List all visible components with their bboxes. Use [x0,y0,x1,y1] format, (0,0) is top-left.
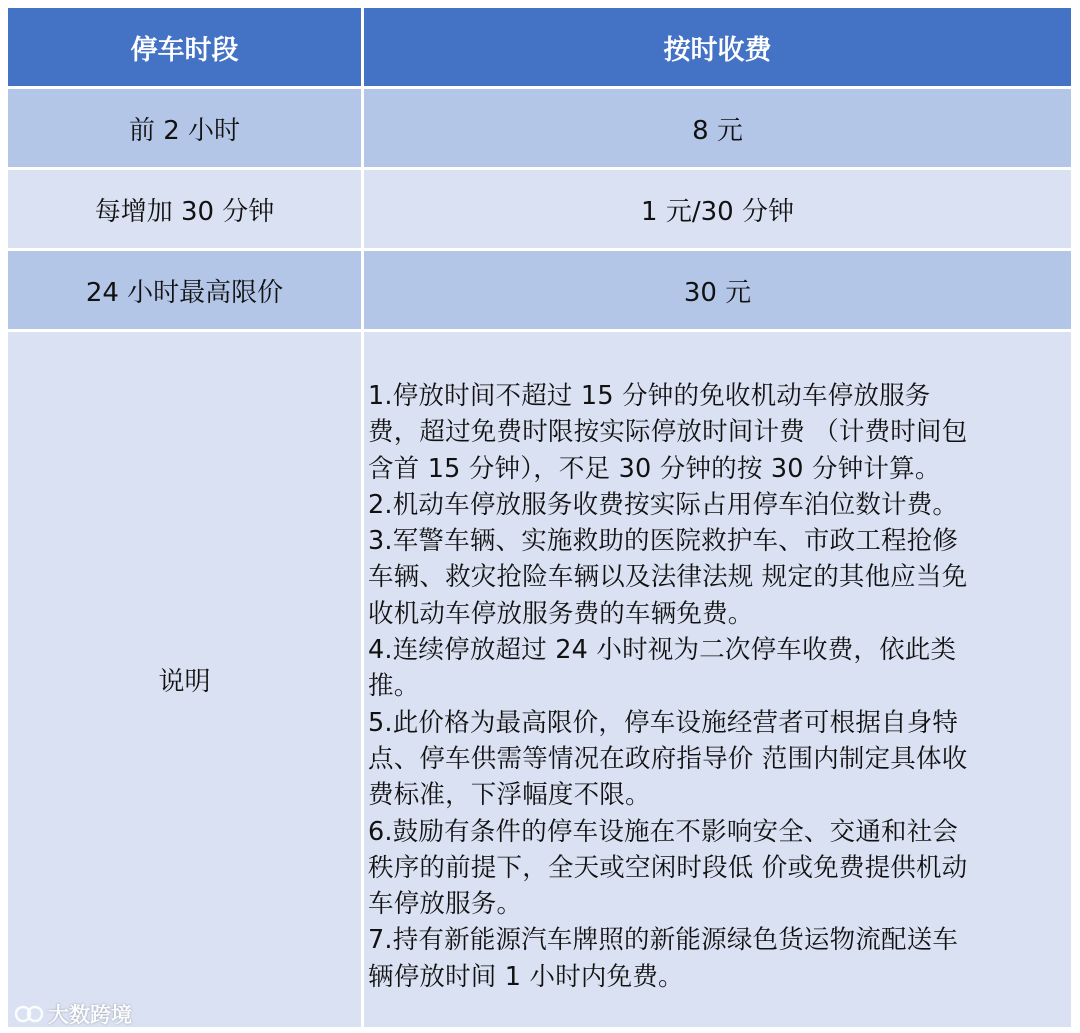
row-each-30min-period: 每增加 30 分钟 [8,170,361,248]
header-fee: 按时收费 [364,8,1071,86]
notes-text: 1.停放时间不超过 15 分钟的免收机动车停放服务 费，超过免费时限按实际停放时间计费 （计费时间包 含首 15 分钟），不足 30 分钟的按 30 分钟计算。 2.机动车停放服务收费按实际占用停车泊位数计费。 3.军警车辆、实施救助的医院救护车、市政工程抢修 车辆、救灾抢险车辆以及法律法规 规定的其他应当免 收机动车停放服务费的车辆免费。 4.连续停放超过 24 小时视为二次停车收费，依此类 推。 5.此价格为最高限价，停车设施经营者可根据自身特 点、停车供需等情况在政府指导价 范围内制定具体收 费标准，下浮幅度不限。 6.鼓励有条件的停车设施在不影响安全、交通和社会 秩序的前提下，全天或空闲时段低 价或免费提供机动 车停放服务。 7.持有新能源汽车牌照的新能源绿色货运物流配送车 辆停放时间 1 小时内免费。 [368,381,968,992]
row-first-2h-period: 前 2 小时 [8,89,361,167]
notes-cell [364,332,1071,1027]
header-period: 停车时段 [8,8,361,86]
parking-fee-table [8,8,1071,1027]
row-each-30min-fee: 1 元/30 分钟 [364,170,1071,248]
watermark-text: 大数跨境 [48,1003,132,1027]
row-24h-cap-fee: 30 元 [364,251,1071,329]
watermark [14,999,132,1029]
row-24h-cap-period: 24 小时最高限价 [8,251,361,329]
brand-logo-icon [14,1002,44,1026]
notes-label: 说明 [8,332,361,1027]
row-first-2h-fee: 8 元 [364,89,1071,167]
